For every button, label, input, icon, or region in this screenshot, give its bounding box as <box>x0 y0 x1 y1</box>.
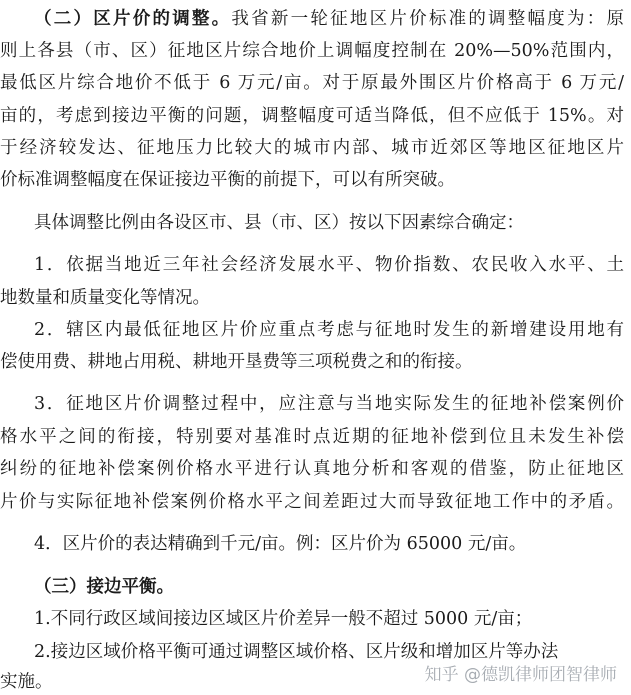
item2-line2: 偿使用费、耕地占用税、耕地开垦费等三项税费之和的衔接。 <box>0 352 473 372</box>
section2-line1-text: 我省新一轮征地区片价标准的调整幅度为：原 <box>231 9 624 29</box>
item3-line3: 纠纷的征地补偿案例价格水平进行认真地分析和客观的借鉴，防止征地区 <box>0 459 624 479</box>
section3-item2-line2: 实施。 <box>0 672 53 692</box>
section3-heading: （三）接边平衡。 <box>34 577 174 597</box>
adjustment-intro: 具体调整比例由各设区市、县（市、区）按以下因素综合确定： <box>34 213 524 233</box>
item1-line1: 1．依据当地近三年社会经济发展水平、物价指数、农民收入水平、土 <box>34 255 624 275</box>
item1-line2: 地数量和质量变化等情况。 <box>0 288 210 308</box>
item2-line1: 2．辖区内最低征地区片价应重点考虑与征地时发生的新增建设用地有 <box>34 320 624 340</box>
watermark-text: 知乎 @德凯律师团智律师 <box>424 665 617 685</box>
section2-line6: 价标准调整幅度在保证接边平衡的前提下，可以有所突破。 <box>0 170 455 190</box>
section3-item1: 1.不同行政区域间接边区域区片价差异一般不超过 5000 元/亩； <box>34 609 533 629</box>
item3-line1: 3．征地区片价调整过程中，应注意与当地实际发生的征地补偿案例价 <box>34 394 624 414</box>
item3-line2: 格水平之间的衔接，特别要对基准时点近期的征地补偿到位且未发生补偿 <box>0 427 624 447</box>
item4-line: 4．区片价的表达精确到千元/亩。例：区片价为 65000 元/亩。 <box>34 534 527 554</box>
section2-line3: 最低区片综合地价不低于 6 万元/亩。对于原最外围区片价格高于 6 万元/ <box>0 73 624 93</box>
section2-line1 <box>0 7 624 31</box>
item3-line4: 片价与实际征地补偿案例价格水平之间差距过大而导致征地工作中的矛盾。 <box>0 492 624 512</box>
section2-line2: 则上各县（市、区）征地区片综合地价上调幅度控制在 20%—50%范围内， <box>0 41 624 61</box>
section3-item2-line1: 2.接边区域价格平衡可通过调整区域价格、区片级和增加区片等办法 <box>34 642 559 662</box>
section2-heading: （二）区片价的调整。 <box>34 9 232 29</box>
section2-line5: 于经济较发达、征地压力比较大的城市内部、城市近郊区等地区征地区片 <box>0 138 624 158</box>
section2-line4: 亩的，考虑到接边平衡的问题，调整幅度可适当降低，但不应低于 15%。对 <box>0 106 624 126</box>
